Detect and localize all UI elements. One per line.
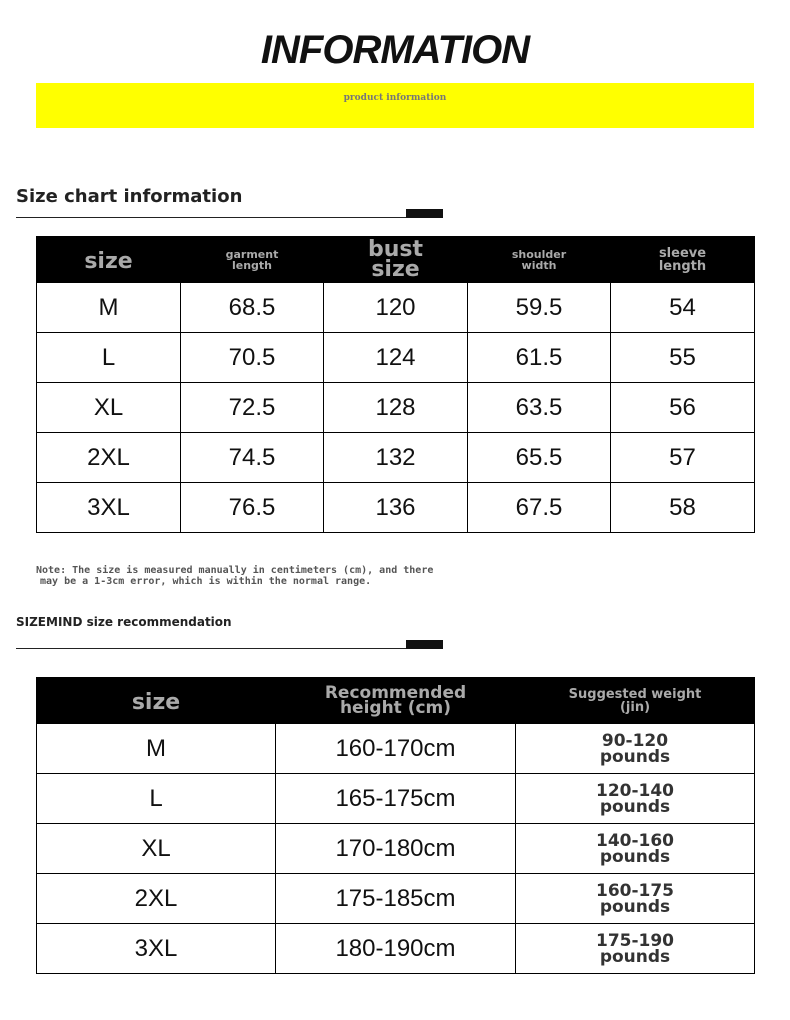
table-cell: 170-180cm bbox=[276, 824, 516, 874]
table-cell: XL bbox=[37, 824, 276, 874]
table-cell: XL bbox=[37, 383, 181, 433]
table-cell: 136 bbox=[324, 483, 468, 533]
table-cell: L bbox=[37, 774, 276, 824]
table-row bbox=[37, 824, 755, 874]
section-divider-accent bbox=[406, 209, 443, 218]
header-recommended-height: Recommended height (cm) bbox=[276, 678, 516, 724]
weight-cell: 175-190 pounds bbox=[516, 924, 755, 974]
table-row bbox=[37, 724, 755, 774]
table-cell: 124 bbox=[324, 333, 468, 383]
recommendation-header-row bbox=[37, 678, 755, 724]
note-line: Note: The size is measured manually in centimeters (cm), and there bbox=[36, 565, 434, 576]
table-cell: 160-170cm bbox=[276, 724, 516, 774]
header-sleeve-length: sleeve length bbox=[611, 237, 755, 283]
weight-cell: 140-160 pounds bbox=[516, 824, 755, 874]
section-divider bbox=[16, 217, 408, 218]
size-chart-table bbox=[36, 236, 755, 533]
table-cell: 65.5 bbox=[468, 433, 611, 483]
table-cell: 70.5 bbox=[181, 333, 324, 383]
weight-cell: 120-140 pounds bbox=[516, 774, 755, 824]
recommendation-section-title: SIZEMIND size recommendation bbox=[16, 615, 232, 629]
header-shoulder-width: shoulder width bbox=[468, 237, 611, 283]
table-cell: 128 bbox=[324, 383, 468, 433]
header-garment-length: garment length bbox=[181, 237, 324, 283]
product-info-subtitle: product information bbox=[343, 93, 447, 103]
table-cell: 59.5 bbox=[468, 283, 611, 333]
table-cell: 72.5 bbox=[181, 383, 324, 433]
header-size: size bbox=[37, 678, 276, 724]
table-cell: 132 bbox=[324, 433, 468, 483]
table-cell: 2XL bbox=[37, 874, 276, 924]
header-size: size bbox=[37, 237, 181, 283]
table-cell: 67.5 bbox=[468, 483, 611, 533]
note-line: may be a 1-3cm error, which is within the normal range. bbox=[40, 576, 372, 587]
table-row bbox=[37, 333, 755, 383]
table-row bbox=[37, 483, 755, 533]
size-chart-section-title: Size chart information bbox=[16, 186, 243, 207]
weight-cell: 90-120 pounds bbox=[516, 724, 755, 774]
table-row bbox=[37, 283, 755, 333]
table-cell: M bbox=[37, 283, 181, 333]
table-cell: M bbox=[37, 724, 276, 774]
weight-cell: 160-175 pounds bbox=[516, 874, 755, 924]
table-cell: 54 bbox=[611, 283, 755, 333]
table-cell: 3XL bbox=[37, 924, 276, 974]
section-divider bbox=[16, 648, 408, 649]
table-cell: 74.5 bbox=[181, 433, 324, 483]
table-cell: 180-190cm bbox=[276, 924, 516, 974]
table-cell: 61.5 bbox=[468, 333, 611, 383]
table-cell: 120 bbox=[324, 283, 468, 333]
measurement-note bbox=[36, 565, 496, 587]
table-cell: 58 bbox=[611, 483, 755, 533]
table-row bbox=[37, 924, 755, 974]
table-row bbox=[37, 874, 755, 924]
product-info-banner bbox=[36, 83, 754, 128]
table-cell: 63.5 bbox=[468, 383, 611, 433]
table-cell: 2XL bbox=[37, 433, 181, 483]
table-row bbox=[37, 774, 755, 824]
header-suggested-weight: Suggested weight (jin) bbox=[516, 678, 755, 724]
header-bust-size: bust size bbox=[324, 237, 468, 283]
table-row bbox=[37, 433, 755, 483]
table-cell: 57 bbox=[611, 433, 755, 483]
table-row bbox=[37, 383, 755, 433]
table-cell: 56 bbox=[611, 383, 755, 433]
table-cell: 165-175cm bbox=[276, 774, 516, 824]
table-cell: 175-185cm bbox=[276, 874, 516, 924]
table-cell: L bbox=[37, 333, 181, 383]
size-chart-header-row bbox=[37, 237, 755, 283]
size-recommendation-table bbox=[36, 677, 755, 974]
page-title: INFORMATION bbox=[260, 28, 530, 72]
table-cell: 76.5 bbox=[181, 483, 324, 533]
table-cell: 68.5 bbox=[181, 283, 324, 333]
table-cell: 3XL bbox=[37, 483, 181, 533]
section-divider-accent bbox=[406, 640, 443, 649]
table-cell: 55 bbox=[611, 333, 755, 383]
